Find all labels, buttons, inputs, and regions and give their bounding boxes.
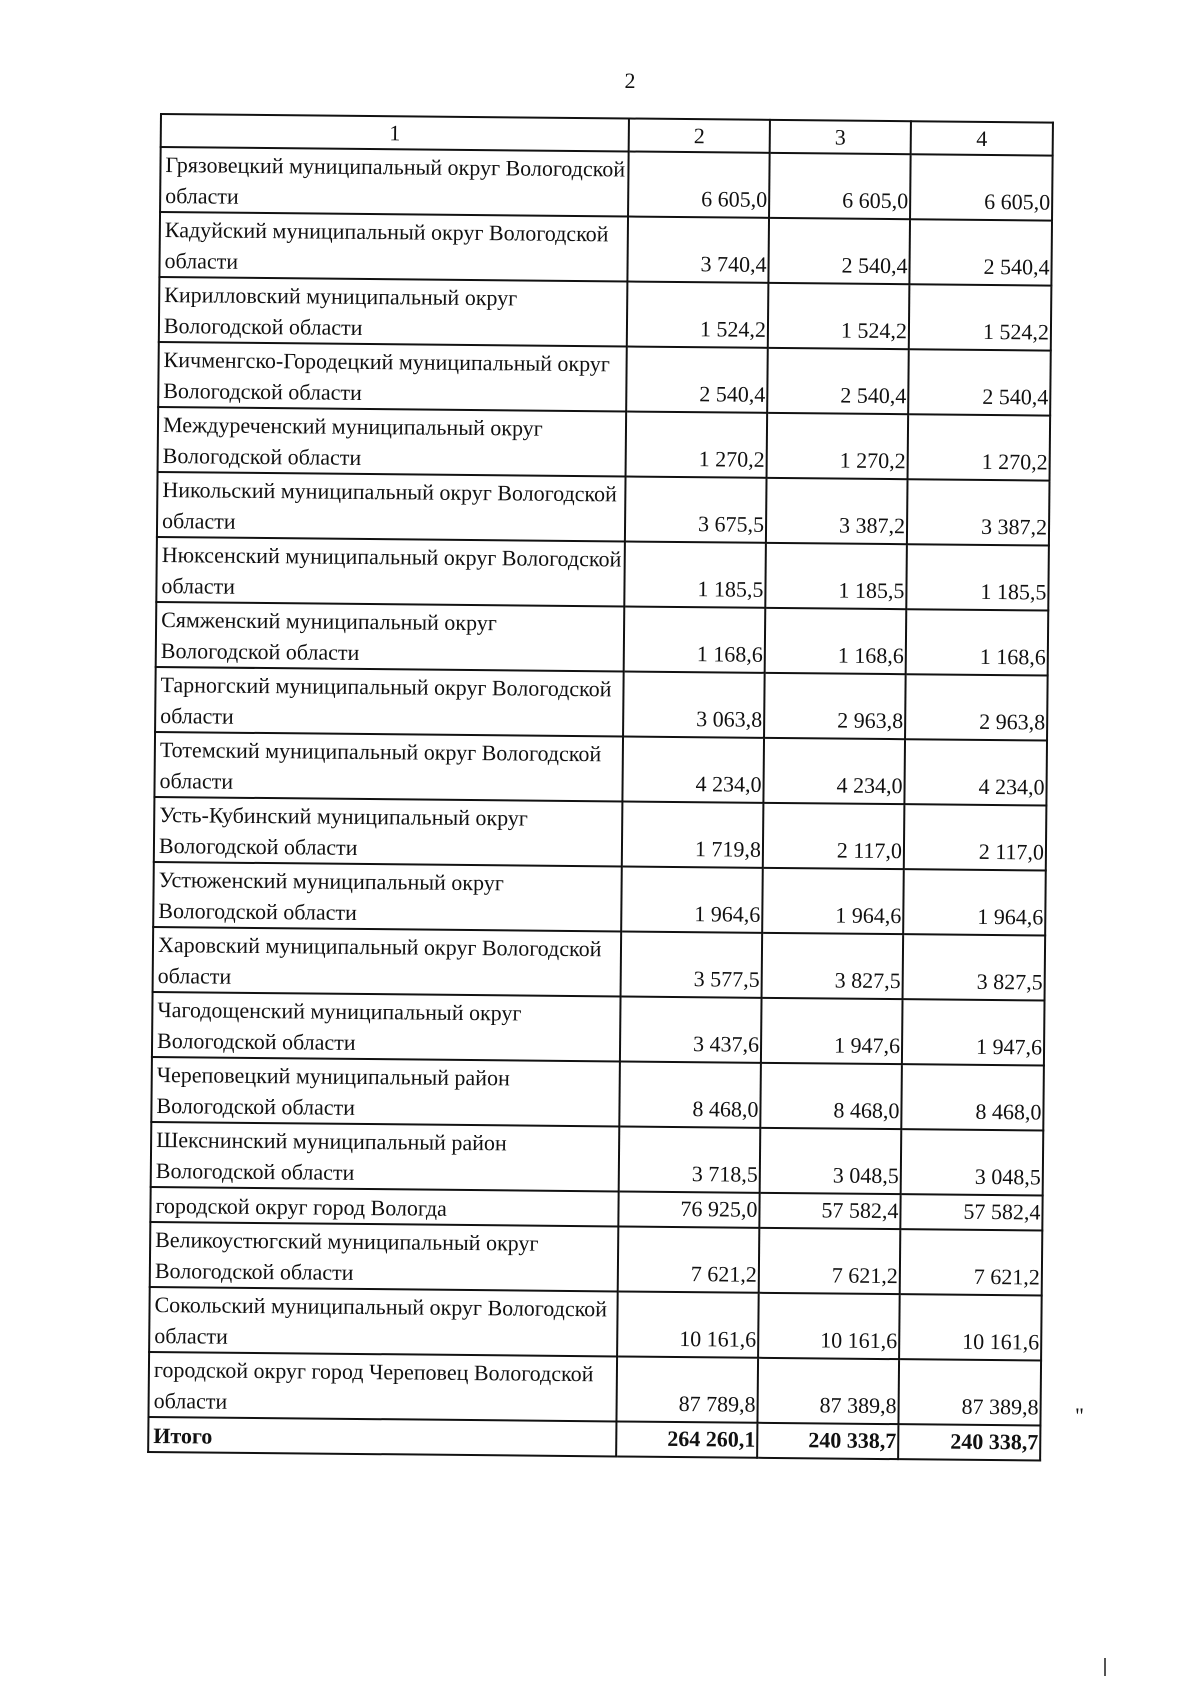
value-col3-cell: 2 117,0 (763, 803, 905, 869)
table-row (151, 1057, 1044, 1131)
value-col2-cell: 1 964,6 (621, 866, 763, 932)
municipality-name-cell: Шекснинский муниципальный район Вологодской области (151, 1122, 620, 1191)
page-number: 2 (624, 68, 636, 93)
value-col4-cell: 2 540,4 (908, 349, 1051, 415)
table-row (155, 667, 1048, 741)
value-col3-cell: 1 168,6 (765, 608, 907, 674)
value-col3-cell: 4 234,0 (763, 738, 905, 804)
value-col4-cell: 1 947,6 (902, 999, 1045, 1065)
value-col2-cell: 1 270,2 (626, 411, 768, 477)
value-col4-cell: 3 387,2 (907, 479, 1050, 545)
value-col4-cell: 1 168,6 (906, 609, 1049, 675)
value-col2-cell: 3 675,5 (625, 476, 767, 542)
municipality-name-cell: городской округ город Вологда (150, 1187, 618, 1226)
municipality-name-cell: Великоустюгский муниципальный округ Вологодской области (150, 1222, 619, 1291)
value-col4-cell: 2 963,8 (905, 674, 1048, 740)
total-row (148, 1417, 1040, 1461)
table-row (159, 277, 1052, 351)
table-row (153, 927, 1046, 1001)
municipality-name-cell: Тарногский муниципальный округ Вологодской области (155, 667, 624, 736)
value-col2-cell: 87 789,8 (616, 1356, 758, 1422)
value-col4-cell: 57 582,4 (900, 1194, 1042, 1230)
closing-quote-mark: " (1075, 1403, 1084, 1428)
table-row (154, 732, 1047, 806)
total-col3-cell: 240 338,7 (757, 1423, 898, 1459)
value-col4-cell: 1 270,2 (908, 414, 1051, 480)
value-col3-cell: 8 468,0 (760, 1063, 902, 1129)
total-col2-cell: 264 260,1 (616, 1421, 757, 1457)
column-header: 3 (770, 120, 911, 154)
value-col2-cell: 1 719,8 (622, 801, 764, 867)
value-col3-cell: 3 048,5 (760, 1128, 902, 1194)
value-col2-cell: 8 468,0 (619, 1061, 761, 1127)
municipality-name-cell: Череповецкий муниципальный район Вологодской области (151, 1057, 620, 1126)
municipality-name-cell: Кичменгско-Городецкий муниципальный округ Вологодской области (158, 342, 627, 411)
column-header: 2 (629, 119, 770, 153)
municipality-name-cell: Харовский муниципальный округ Вологодской области (153, 927, 622, 996)
value-col3-cell: 7 621,2 (759, 1228, 901, 1294)
municipality-name-cell: Сямженский муниципальный округ Вологодской области (156, 602, 625, 671)
value-col3-cell: 2 540,4 (768, 218, 910, 284)
table-row (149, 1287, 1042, 1361)
table-row (153, 862, 1046, 936)
municipality-name-cell: Кирилловский муниципальный округ Вологодской области (159, 277, 628, 346)
value-col4-cell: 1 524,2 (909, 284, 1052, 350)
budget-allocation-table (147, 113, 1054, 1462)
value-col3-cell: 3 387,2 (766, 478, 908, 544)
value-col3-cell: 87 389,8 (757, 1358, 899, 1424)
municipality-name-cell: Тотемский муниципальный округ Вологодской области (154, 732, 623, 801)
value-col3-cell: 1 947,6 (761, 998, 903, 1064)
table-row (158, 407, 1051, 481)
municipality-name-cell: Нюксенский муниципальный округ Вологодской области (156, 537, 625, 606)
value-col2-cell: 10 161,6 (617, 1291, 759, 1357)
table-row (154, 797, 1047, 871)
value-col3-cell: 6 605,0 (769, 153, 911, 219)
value-col2-cell: 3 718,5 (619, 1126, 761, 1192)
table-row (160, 147, 1053, 221)
value-col4-cell: 10 161,6 (899, 1294, 1042, 1360)
value-col2-cell: 3 740,4 (627, 216, 769, 282)
municipality-name-cell: Устюженский муниципальный округ Вологодской области (153, 862, 622, 931)
value-col4-cell: 7 621,2 (900, 1229, 1043, 1295)
value-col3-cell: 10 161,6 (758, 1293, 900, 1359)
table-row (156, 537, 1049, 611)
value-col4-cell: 2 117,0 (904, 804, 1047, 870)
value-col4-cell: 4 234,0 (904, 739, 1047, 805)
value-col3-cell: 2 963,8 (764, 673, 906, 739)
value-col3-cell: 3 827,5 (762, 933, 904, 999)
municipality-name-cell: Грязовецкий муниципальный округ Вологодской области (160, 147, 629, 216)
value-col4-cell: 1 185,5 (906, 544, 1049, 610)
municipality-name-cell: Усть-Кубинский муниципальный округ Вологодской области (154, 797, 623, 866)
table-row (156, 602, 1049, 676)
value-col2-cell: 1 524,2 (627, 281, 769, 347)
value-col4-cell: 87 389,8 (898, 1359, 1041, 1425)
table-row (150, 1222, 1043, 1296)
table-row (148, 1352, 1041, 1426)
table-row (152, 992, 1045, 1066)
value-col2-cell: 3 063,8 (623, 671, 765, 737)
value-col3-cell: 1 964,6 (762, 868, 904, 934)
value-col2-cell: 76 925,0 (618, 1191, 759, 1227)
value-col4-cell: 1 964,6 (903, 869, 1046, 935)
value-col3-cell: 1 185,5 (765, 543, 907, 609)
municipality-name-cell: городской округ город Череповец Вологодской области (148, 1352, 617, 1421)
value-col2-cell: 1 185,5 (624, 541, 766, 607)
scan-margin-mark (1104, 1658, 1106, 1676)
value-col2-cell: 4 234,0 (622, 736, 764, 802)
value-col4-cell: 8 468,0 (901, 1064, 1044, 1130)
value-col4-cell: 3 827,5 (903, 934, 1046, 1000)
table-row (159, 212, 1052, 286)
municipality-name-cell: Кадуйский муниципальный округ Вологодской области (159, 212, 628, 281)
table-row (151, 1122, 1044, 1196)
municipality-name-cell: Сокольский муниципальный округ Вологодской области (149, 1287, 618, 1356)
value-col3-cell: 1 524,2 (768, 283, 910, 349)
total-col4-cell: 240 338,7 (898, 1424, 1040, 1460)
value-col2-cell: 1 168,6 (624, 606, 766, 672)
value-col3-cell: 1 270,2 (767, 413, 909, 479)
total-label-cell: Итого (148, 1417, 616, 1456)
value-col4-cell: 3 048,5 (901, 1129, 1044, 1195)
value-col3-cell: 57 582,4 (759, 1193, 900, 1229)
value-col2-cell: 2 540,4 (626, 346, 768, 412)
municipality-name-cell: Никольский муниципальный округ Вологодской области (157, 472, 626, 541)
value-col2-cell: 6 605,0 (628, 152, 770, 218)
table-row (157, 472, 1050, 546)
budget-table-container (147, 113, 1054, 1462)
value-col4-cell: 6 605,0 (910, 154, 1053, 220)
value-col2-cell: 3 437,6 (620, 996, 762, 1062)
column-header: 1 (161, 114, 629, 151)
value-col4-cell: 2 540,4 (909, 219, 1052, 285)
table-row (158, 342, 1051, 416)
municipality-name-cell: Междуреченский муниципальный округ Вологодской области (158, 407, 627, 476)
value-col2-cell: 3 577,5 (621, 931, 763, 997)
municipality-name-cell: Чагодощенский муниципальный округ Вологодской области (152, 992, 621, 1061)
value-col3-cell: 2 540,4 (767, 348, 909, 414)
column-header: 4 (911, 121, 1053, 155)
value-col2-cell: 7 621,2 (618, 1226, 760, 1292)
